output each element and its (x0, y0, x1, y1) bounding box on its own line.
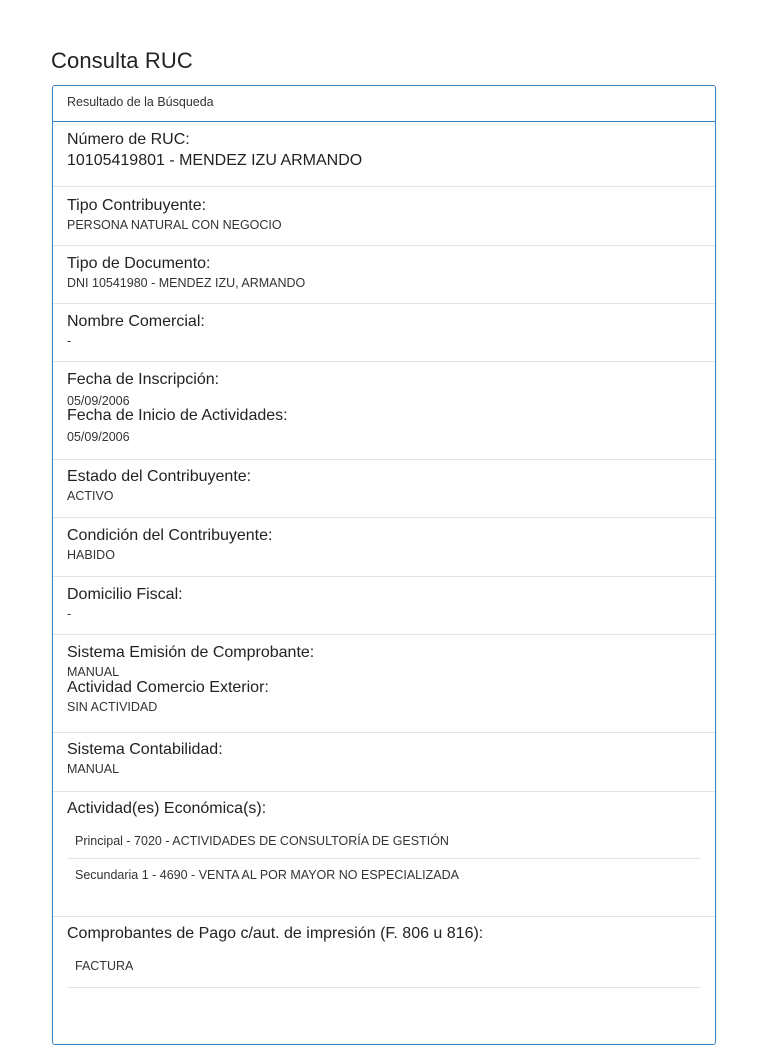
panel-heading: Resultado de la Búsqueda (53, 86, 715, 122)
nombre-comercial-row (53, 304, 715, 362)
domicilio-row (53, 577, 715, 635)
fecha-inscripcion-label: Fecha de Inscripción: (67, 371, 220, 388)
domicilio-value: - (67, 607, 72, 621)
condicion-row (53, 518, 715, 577)
tipo-documento-label: Tipo de Documento: (67, 255, 211, 272)
sistema-emision-value: MANUAL (67, 665, 120, 679)
nombre-comercial-value: - (67, 334, 72, 348)
estado-label: Estado del Contribuyente: (67, 468, 252, 485)
list-item: Secundaria 1 - 4690 - VENTA AL POR MAYOR NO ESPECIALIZADA (75, 868, 459, 882)
sistema-emision-label: Sistema Emisión de Comprobante: (67, 644, 315, 661)
fechas-row (53, 362, 715, 460)
page-title: Consulta RUC (51, 48, 193, 73)
fecha-inicio-value: 05/09/2006 (67, 430, 130, 444)
search-result-panel (52, 85, 716, 1045)
tipo-documento-value: DNI 10541980 - MENDEZ IZU, ARMANDO (67, 276, 306, 290)
tipo-contribuyente-row (53, 187, 715, 246)
actividad-exterior-label: Actividad Comercio Exterior: (67, 679, 269, 696)
actividades-list (67, 825, 701, 893)
condicion-label: Condición del Contribuyente: (67, 527, 273, 544)
comprobantes-list (67, 950, 701, 988)
tipo-documento-row (53, 246, 715, 304)
domicilio-label: Domicilio Fiscal: (67, 586, 183, 603)
comprobantes-row (53, 917, 715, 1007)
fecha-inicio-label: Fecha de Inicio de Actividades: (67, 407, 288, 424)
tipo-contribuyente-value: PERSONA NATURAL CON NEGOCIO (67, 218, 282, 232)
nombre-comercial-label: Nombre Comercial: (67, 313, 205, 330)
estado-value: ACTIVO (67, 489, 114, 503)
condicion-value: HABIDO (67, 548, 115, 562)
list-item: FACTURA (67, 950, 701, 988)
sistema-emision-row (53, 635, 715, 733)
list-item: Principal - 7020 - ACTIVIDADES DE CONSULTORÍA DE GESTIÓN (67, 825, 701, 859)
actividades-label: Actividad(es) Económica(s): (67, 800, 267, 817)
ruc-value: 10105419801 - MENDEZ IZU ARMANDO (67, 152, 363, 169)
sistema-contabilidad-label: Sistema Contabilidad: (67, 741, 223, 758)
ruc-row (53, 122, 715, 187)
sistema-contabilidad-value: MANUAL (67, 762, 120, 776)
estado-row (53, 460, 715, 518)
sistema-contabilidad-row (53, 733, 715, 792)
fecha-inscripcion-value: 05/09/2006 (67, 394, 130, 408)
tipo-contribuyente-label: Tipo Contribuyente: (67, 197, 207, 214)
actividades-row (53, 792, 715, 917)
actividad-exterior-value: SIN ACTIVIDAD (67, 700, 158, 714)
comprobantes-label: Comprobantes de Pago c/aut. de impresión (F. 806 u 816): (67, 925, 484, 942)
ruc-label: Número de RUC: (67, 131, 190, 148)
